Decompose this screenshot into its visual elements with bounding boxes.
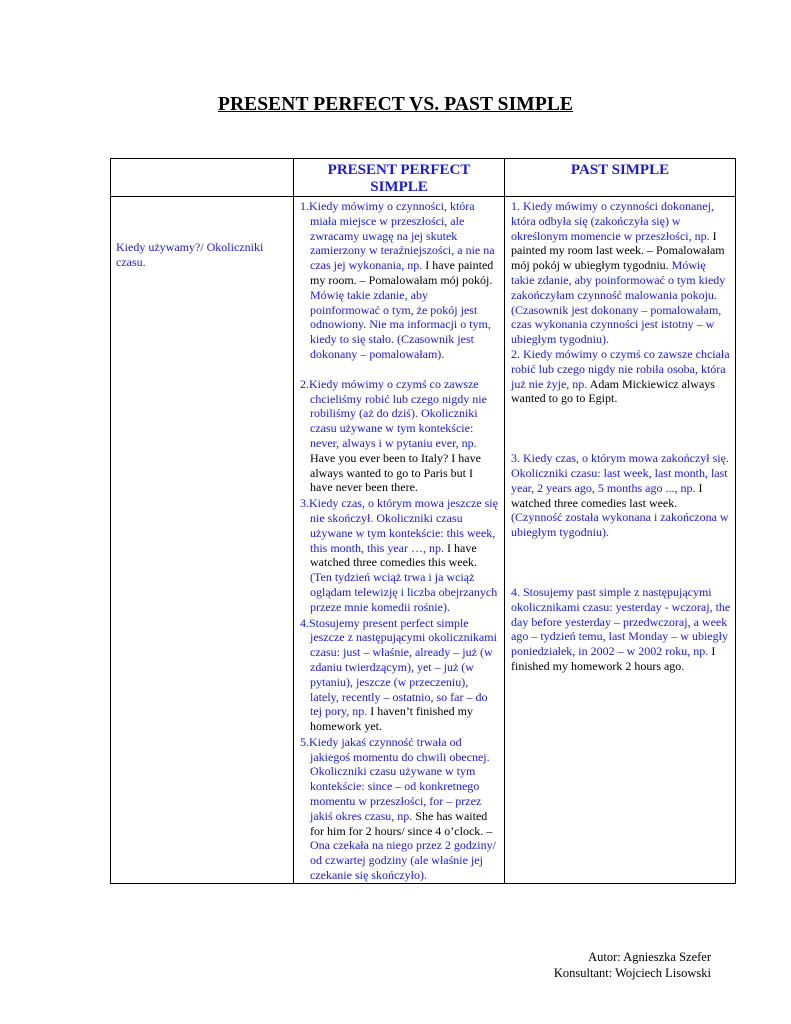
pp-item-4: 4.Stosujemy present perfect simple jeszcze z następującymi okolicznikami czasu: just – właśnie, already – już (w zdaniu twierdzącym), yet – już (w pytaniu), jeszcze (w przeczeniu), lately, recently – ostatnio, so far – do tej pory, np. I haven’t finished my homework yet. (300, 615, 497, 734)
past-simple-cell (505, 197, 736, 884)
header-present-perfect: PRESENT PERFECT SIMPLE (294, 159, 505, 197)
page-title: PRESENT PERFECT VS. PAST SIMPLE (217, 94, 574, 115)
content-row (111, 197, 736, 884)
ps-item-4: 4. Stosujemy past simple z następującymi okolicznikami czasu: yesterday - wczoraj, the day before yesterday – przedwczoraj, a week ago – tydzień temu, last Monday – w ubiegły poniedziałek, in 2002 – w 2002 roku, np. I finished my homework 2 hours ago. (511, 584, 731, 673)
header-cell-empty (111, 159, 294, 197)
header-past-simple: PAST SIMPLE (505, 159, 736, 197)
header-row (111, 159, 736, 197)
row-label-cell (111, 197, 294, 884)
ps-item-2: 2. Kiedy mówimy o czymś co zawsze chciała robić lub czego nigdy nie robiła osoba, która już nie żyje, np. Adam Mickiewicz always wanted to go to Egipt. (511, 346, 730, 406)
present-perfect-cell (294, 197, 505, 884)
row-label: Kiedy używamy?/ Okoliczniki czasu. (116, 240, 264, 269)
pp-item-5: 5.Kiedy jakaś czynność trwała od jakiegoś momentu do chwili obecnej. Okoliczniki czasu używane w tym kontekście: since – od konkretnego momentu w przeszłości, for – przez jakiś okres czasu, np. She has waited for him for 2 hours/ since 4 o’clock. – Ona czekała na niego przez 2 godziny/ od czwartej godziny (ale właśnie jej czekanie się skończyło). (300, 734, 496, 883)
author-line: Autor: Agnieszka Szefer (588, 950, 711, 964)
ps-item-3: 3. Kiedy czas, o którym mowa zakończył się. Okoliczniki czasu: last week, last month, last year, 2 years ago, 5 months ago ..., np. I watched three comedies last week. (Czynność została wykonana i zakończona w ubiegłym tygodniu). (511, 451, 729, 540)
pp-item-1: 1.Kiedy mówimy o czynności, która miała miejsce w przeszłości, ale zwracamy uwagę na jej skutek zamierzony w teraźniejszości, a nie na czas jej wykonania, np. I have painted my room. – Pomalowałam mój pokój. Mówię takie zdanie, aby poinformować o tym, że pokój jest odnowiony. Nie ma informacji o tym, kiedy to się stało. (Czasownik jest dokonany – pomalowałam). (300, 199, 495, 361)
pp-item-3: 3.Kiedy czas, o którym mowa jeszcze się nie skończył. Okoliczniki czasu używane w tym kontekście: this week, this month, this year …, np. I have watched three comedies this week. (Ten tydzień wciąż trwa i ja wciąż oglądam telewizję i liczba obejrzanych przeze mnie komedii rośnie). (300, 496, 498, 614)
pp-item-2: 2.Kiedy mówimy o czymś co zawsze chcieliśmy robić lub czego nigdy nie robiliśmy (aż do dziś). Okoliczniki czasu używane w tym kontekście: never, always i w pytaniu ever, np. Have you ever been to Italy? I have always wanted to go to Paris but I have never been there. (300, 376, 487, 495)
footer (554, 949, 711, 981)
ps-item-1: 1. Kiedy mówimy o czynności dokonanej, która odbyła się (zakończyła się) w określonym momencie w przeszłości, np. I painted my room last week. – Pomalowałam mój pokój w ubiegłym tygodniu. Mówię takie zdanie, aby poinformować o tym kiedy zakończyłam czynność malowania pokoju. (Czasownik jest dokonany – pomalowałam, czas wykonania czynności jest istotny – w ubiegłym tygodniu). (511, 199, 726, 347)
consultant-line: Konsultant: Wojciech Lisowski (553, 966, 711, 980)
comparison-table (110, 158, 736, 884)
